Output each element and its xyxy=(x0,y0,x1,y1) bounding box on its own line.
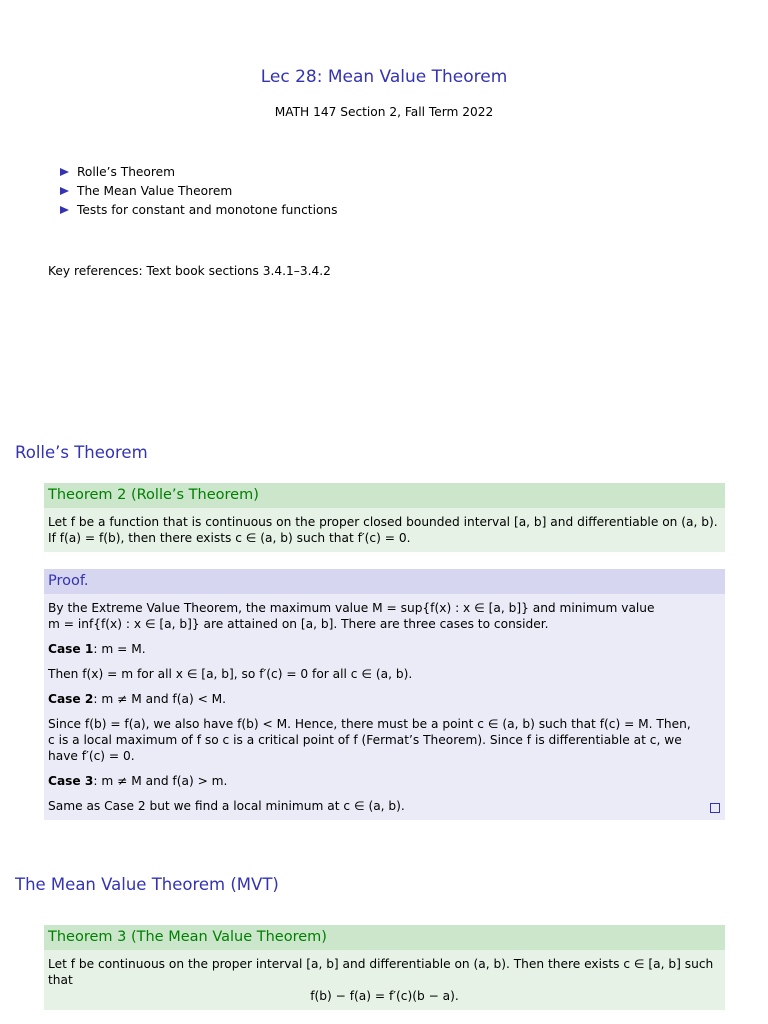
case-label: Case 2 xyxy=(48,692,94,706)
proof-text: Then f(x) = m for all x ∈ [a, b], so f′(c) = 0 for all c ∈ (a, b). xyxy=(48,667,413,681)
case-heading xyxy=(48,641,721,657)
outline-item xyxy=(60,181,338,200)
proof-text: Since f(b) = f(a), we also have f(b) < M. Hence, there must be a point c ∈ (a, b) such that f(c) = M. Then, xyxy=(48,717,691,731)
course-subtitle: MATH 147 Section 2, Fall Term 2022 xyxy=(274,105,494,119)
case-condition: : m = M. xyxy=(93,642,146,656)
proof-body xyxy=(44,594,725,820)
section-heading-rolle: Rolle’s Theorem xyxy=(15,443,148,462)
theorem-text: Let f be continuous on the proper interval [a, b] and differentiable on (a, b). Then there exists c ∈ [a, b] such xyxy=(48,957,714,971)
proof-block-rolle xyxy=(44,569,725,820)
case-heading xyxy=(48,773,721,789)
qed-square-icon xyxy=(710,803,720,813)
outline-item xyxy=(60,201,338,220)
case-label: Case 3 xyxy=(48,774,94,788)
triangle-bullet-icon xyxy=(60,206,69,214)
theorem-text: Let f be a function that is continuous on the proper closed bounded interval [a, b] and differentiable on (a, b). xyxy=(48,515,718,529)
theorem-body xyxy=(44,508,725,552)
theorem-body xyxy=(44,950,725,1010)
triangle-bullet-icon xyxy=(60,168,69,176)
triangle-bullet-icon xyxy=(60,187,69,195)
proof-text: c is a local maximum of f so c is a critical point of f (Fermat’s Theorem). Since f is differentiable at c, we xyxy=(48,733,682,747)
case-condition: : m ≠ M and f(a) < M. xyxy=(93,692,227,706)
case-label: Case 1 xyxy=(48,642,94,656)
proof-title: Proof. xyxy=(44,569,725,594)
theorem-block-mvt xyxy=(44,925,725,1010)
proof-text: m = inf{f(x) : x ∈ [a, b]} are attained on [a, b]. There are three cases to consider. xyxy=(48,617,549,631)
proof-text: By the Extreme Value Theorem, the maximum value M = sup{f(x) : x ∈ [a, b]} and minimum value xyxy=(48,601,655,615)
key-references: Key references: Text book sections 3.4.1–3.4.2 xyxy=(48,264,331,278)
theorem-text: If f(a) = f(b), then there exists c ∈ (a, b) such that f′(c) = 0. xyxy=(48,531,411,545)
lecture-title: Lec 28: Mean Value Theorem xyxy=(260,67,508,87)
theorem-formula: f(b) − f(a) = f′(c)(b − a). xyxy=(310,989,459,1003)
outline-item-label: The Mean Value Theorem xyxy=(77,183,233,198)
proof-text: Same as Case 2 but we find a local minimum at c ∈ (a, b). xyxy=(48,799,405,813)
theorem-title: Theorem 2 (Rolle’s Theorem) xyxy=(44,483,725,508)
case-condition: : m ≠ M and f(a) > m. xyxy=(93,774,228,788)
theorem-block-rolle xyxy=(44,483,725,552)
outline-item-label: Tests for constant and monotone functions xyxy=(77,203,338,218)
theorem-text: that xyxy=(48,973,73,987)
proof-text: have f′(c) = 0. xyxy=(48,749,135,763)
case-heading xyxy=(48,691,721,707)
section-heading-mvt: The Mean Value Theorem (MVT) xyxy=(15,875,279,894)
outline-list xyxy=(60,162,338,220)
outline-item xyxy=(60,162,338,181)
theorem-title: Theorem 3 (The Mean Value Theorem) xyxy=(44,925,725,950)
outline-item-label: Rolle’s Theorem xyxy=(77,164,175,179)
